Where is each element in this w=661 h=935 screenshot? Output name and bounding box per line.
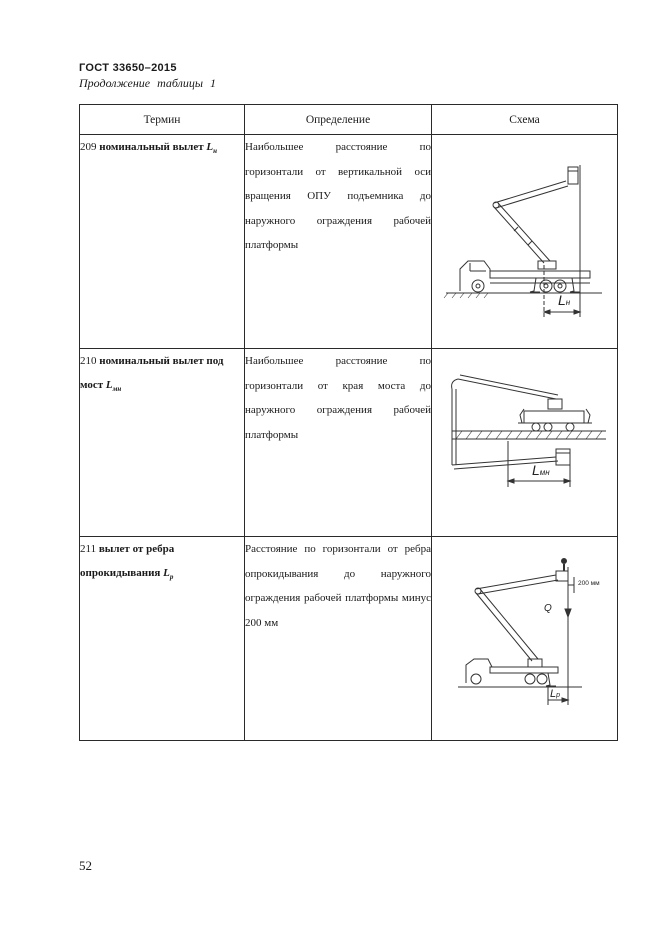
table-row (80, 537, 618, 741)
terms-table (79, 104, 618, 741)
term-symbol: $L_р$ (163, 567, 174, 582)
table-row (80, 349, 618, 537)
term-cell (80, 537, 245, 741)
table-continuation-note: Продолжение таблицы 1 (79, 76, 217, 90)
aerial-platform-outreach-diagram (432, 135, 618, 348)
tipping-edge-outreach-diagram (432, 537, 618, 740)
term-name: номинальный вылет под мост (80, 355, 224, 391)
offset-dimension-label: 200 мм (578, 580, 600, 587)
column-header-term: Термин (80, 105, 245, 135)
term-number: 211 (80, 543, 97, 555)
term-symbol: $L_{мн}$ (105, 379, 122, 394)
dimension-label: Lн (558, 292, 571, 308)
dimension-label: Lмн (532, 462, 550, 478)
table-row (80, 135, 618, 349)
scheme-cell (432, 537, 618, 741)
scheme-cell (432, 349, 618, 537)
definition-cell: Наибольшее расстояние по горизонтали от края моста до наружного ограждения рабочей платформы (245, 349, 432, 537)
term-name: вылет от ребра опрокидывания (80, 543, 175, 579)
dimension-label: Lр (550, 688, 561, 700)
definition-cell: Расстояние по горизонтали от ребра опрокидывания до наружного ограждения рабочей платформы минус 200 мм (245, 537, 432, 741)
page-number: 52 (79, 858, 92, 873)
table-header-row (80, 105, 618, 135)
term-number: 209 (80, 141, 97, 153)
load-label: Q (544, 603, 552, 614)
under-bridge-outreach-diagram (432, 349, 618, 536)
column-header-definition: Определение (245, 105, 432, 135)
column-header-scheme: Схема (432, 105, 618, 135)
standard-header: ГОСТ 33650–2015 (79, 62, 177, 74)
term-symbol: $L_н$ (206, 141, 218, 156)
definition-cell: Наибольшее расстояние по горизонтали от вертикальной оси вращения ОПУ подъемника до наружного ограждения рабочей платформы (245, 135, 432, 349)
term-cell (80, 349, 245, 537)
term-name: номинальный вылет (99, 141, 204, 153)
term-cell (80, 135, 245, 349)
term-number: 210 (80, 355, 97, 367)
scheme-cell (432, 135, 618, 349)
